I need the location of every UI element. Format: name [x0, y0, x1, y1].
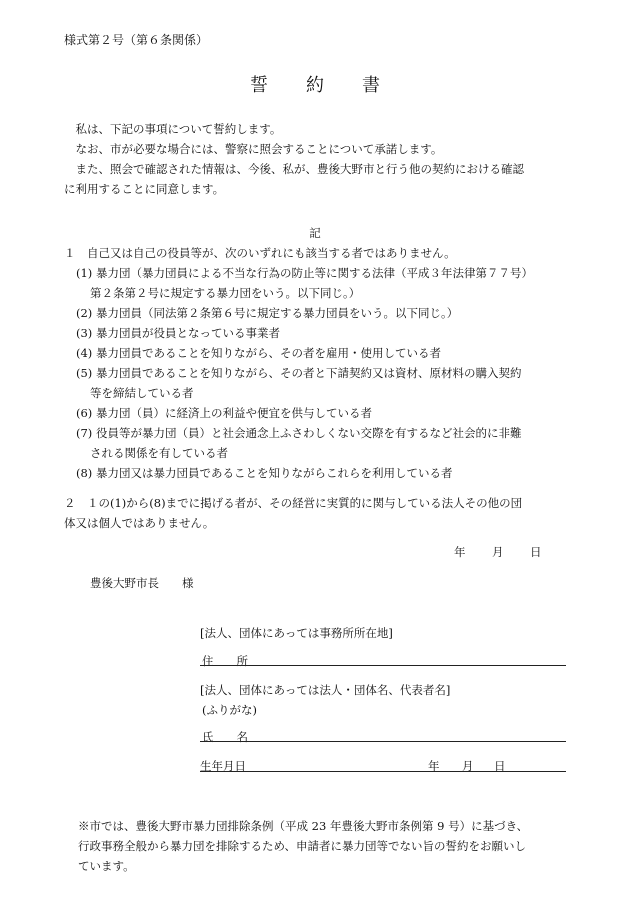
- birth-label: 生年月日: [200, 759, 246, 773]
- date-month: 月: [492, 545, 504, 559]
- item2-line-2: 体又は個人ではありません。: [64, 516, 215, 530]
- footnote-line-3: ています。: [78, 859, 135, 873]
- subitem-3: (3) 暴力団員が役員となっている事業者: [76, 326, 280, 340]
- subitem-1-line-2: 第２条第２号に規定する暴力団をいう。以下同じ。）: [90, 286, 361, 300]
- date-year: 年: [454, 545, 466, 559]
- intro-line-2: なお、市が必要な場合には、警察に照会することについて承諾します。: [64, 142, 443, 156]
- subitem-5-line-2: 等を締結している者: [90, 386, 194, 400]
- birth-day: 日: [494, 759, 506, 773]
- name-label: 氏 名: [202, 730, 248, 744]
- note-heading: 記: [309, 226, 321, 240]
- address-note: [法人、団体にあっては事務所所在地]: [200, 626, 393, 640]
- name-underline: [200, 741, 566, 742]
- birth-underline: [200, 771, 566, 772]
- furigana-label: (ふりがな): [202, 703, 257, 717]
- date-day: 日: [530, 545, 542, 559]
- item1-lead: １ 自己又は自己の役員等が、次のいずれにも該当する者ではありません。: [64, 246, 456, 260]
- intro-line-3: また、照会で確認された情報は、今後、私が、豊後大野市と行う他の契約における確認: [64, 162, 524, 176]
- intro-line-1: 私は、下記の事項について誓約します。: [64, 122, 282, 136]
- address-underline: [200, 665, 566, 666]
- addressee-name: 豊後大野市長: [90, 576, 159, 590]
- subitem-5-line-1: (5) 暴力団員であることを知りながら、その者と下請契約又は資材、原材料の購入契約: [76, 366, 522, 380]
- page-title: 誓約書: [250, 75, 418, 96]
- subitem-6: (6) 暴力団（員）に経済上の利益や便宜を供与している者: [76, 406, 372, 420]
- subitem-4: (4) 暴力団員であることを知りながら、その者を雇用・使用している者: [76, 346, 441, 360]
- intro-line-4: に利用することに同意します。: [64, 182, 225, 196]
- subitem-2: (2) 暴力団員（同法第２条第６号に規定する暴力団員をいう。以下同じ。）: [76, 306, 459, 320]
- footnote-line-2: 行政事務全般から暴力団を排除するため、申請者に暴力団等でない旨の誓約をお願いし: [78, 839, 527, 853]
- subitem-7-line-2: される関係を有している者: [90, 446, 228, 460]
- footnote-line-1: ※市では、豊後大野市暴力団排除条例（平成 23 年豊後大野市条例第 9 号）に基づき、: [78, 819, 529, 833]
- subitem-8: (8) 暴力団又は暴力団員であることを知りながらこれらを利用している者: [76, 466, 453, 480]
- subitem-1-line-1: (1) 暴力団（暴力団員による不当な行為の防止等に関する法律（平成３年法律第７７号）: [76, 266, 533, 280]
- birth-year: 年: [428, 759, 440, 773]
- item2-line-1: ２ １の(1)から(8)までに掲げる者が、その経営に実質的に関与している法人その他の団: [64, 496, 523, 510]
- name-note: [法人、団体にあっては法人・団体名、代表者名]: [200, 683, 451, 697]
- subitem-7-line-1: (7) 役員等が暴力団（員）と社会通念上ふさわしくない交際を有するなど社会的に非難: [76, 426, 522, 440]
- addressee-honorific: 様: [182, 576, 194, 590]
- form-id: 様式第２号（第６条関係）: [64, 33, 209, 47]
- birth-month: 月: [462, 759, 474, 773]
- address-label: 住 所: [202, 654, 248, 668]
